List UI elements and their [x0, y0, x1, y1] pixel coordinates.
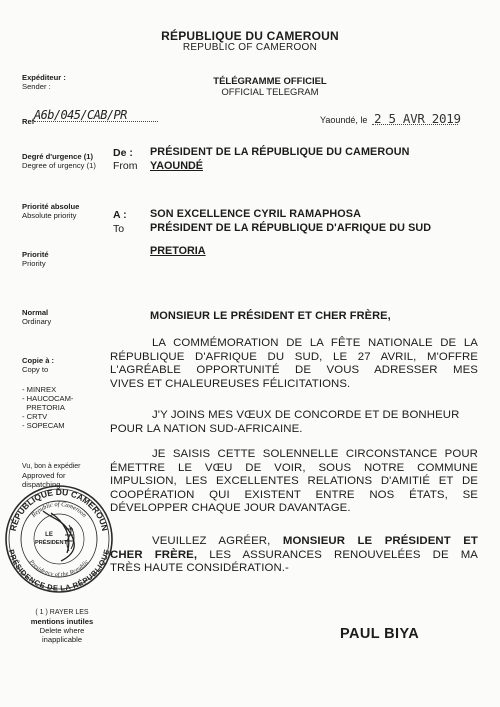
priority-en: Priority: [22, 259, 46, 268]
paragraph-4-line-3: TRÈS HAUTE CONSIDÉRATION.-: [110, 562, 289, 575]
paragraph-3-line: COOPÉRATION QUI EXISTENT ENTRE NOS ÉTATS, SE: [110, 488, 478, 501]
copy-to-label-fr: Copie à :: [22, 356, 55, 365]
paragraph-3-line: DÉVELOPPER CHAQUE JOUR DAVANTAGE.: [110, 502, 351, 515]
seal-inner-top-text: Republic of Cameroon: [30, 500, 88, 519]
copy-recipient: - HAUCOCAM-: [22, 394, 74, 403]
seal-ring-bottom-text: PRÉSIDENCE DE LA RÉPUBLIQUE: [6, 548, 112, 593]
reference-dotted-line: [34, 121, 158, 122]
paragraph-1-line: RÉPUBLIQUE D'AFRIQUE DU SUD, LE 27 AVRIL, M'OFFRE: [110, 350, 478, 363]
closing-phrase-2: LES ASSURANCES RENOUVELÉES DE MA: [209, 548, 479, 561]
approved-label-en-1: Approved for: [22, 471, 66, 480]
to-name: SON EXCELLENCE CYRIL RAMAPHOSA: [150, 208, 361, 220]
from-label-en: From: [113, 160, 138, 172]
reference-number: A6b/045/CAB/PR: [34, 108, 127, 122]
presidency-seal: [3, 483, 115, 595]
closing-address-2: CHER FRÈRE,: [110, 548, 198, 561]
paragraph-3-line: IMPULSION, LES EXCELLENTES RELATIONS D'AMITIÉ ET DE: [110, 475, 478, 488]
from-name: PRÉSIDENT DE LA RÉPUBLIQUE DU CAMEROUN: [150, 146, 410, 158]
to-title: PRÉSIDENT DE LA RÉPUBLIQUE D'AFRIQUE DU SUD: [150, 222, 432, 234]
footnote-2: mentions inutiles: [30, 617, 94, 626]
paragraph-1-line: LA COMMÉMORATION DE LA FÊTE NATIONALE DE LA: [152, 337, 478, 349]
seal-center-text-2: PRÉSIDENT: [34, 540, 68, 546]
paragraph-1-line: VIVES ET CHALEUREUSES FÉLICITATIONS.: [110, 377, 351, 390]
date-stamp: 2 5 AVR 2019: [374, 111, 461, 126]
paragraph-1-line: L'AGRÉABLE OPPORTUNITÉ DE VOUS ADRESSER MES: [110, 364, 478, 377]
paragraph-2-line: J'Y JOINS MES VŒUX DE CONCORDE ET DE BONHEUR: [152, 409, 460, 421]
absolute-priority-en: Absolute priority: [22, 211, 77, 220]
country-title-en: REPUBLIC OF CAMEROON: [182, 42, 318, 53]
date-place: Yaoundé, le: [320, 115, 368, 125]
urgency-label-en: Degree of urgency (1): [22, 161, 96, 170]
paragraph-4-line-1: [110, 535, 478, 549]
absolute-priority-fr: Priorité absolue: [22, 202, 80, 211]
urgency-label-fr: Degré d'urgence (1): [22, 152, 94, 161]
sender-label-fr: Expéditeur :: [22, 73, 66, 82]
copy-recipient: PRETORIA: [22, 403, 65, 412]
salutation: MONSIEUR LE PRÉSIDENT ET CHER FRÈRE,: [150, 310, 391, 322]
to-city: PRETORIA: [150, 245, 206, 257]
signature-name: PAUL BIYA: [340, 626, 420, 642]
copy-recipient: - SOPECAM: [22, 421, 65, 430]
approved-label-en-2: dispatching: [22, 480, 61, 489]
copy-recipient: - CRTV: [22, 412, 48, 421]
reference-label: Ref: [22, 117, 35, 126]
sender-label-en: Sender :: [22, 82, 51, 91]
copy-recipient: - MINREX: [22, 385, 57, 394]
paragraph-3-line: JE SAISIS CETTE SOLENNELLE CIRCONSTANCE POUR: [152, 448, 478, 460]
closing-address: MONSIEUR LE PRÉSIDENT ET: [282, 535, 478, 547]
paragraph-3-line: ÉMETTRE LE VŒU DE VOIR, SOUS NOTRE COMMUNE: [110, 461, 478, 474]
seal-inner-bottom-text: Presidency of the Republic: [28, 559, 91, 579]
paragraph-2-line: POUR LA NATION SUD-AFRICAINE.: [110, 422, 303, 435]
date-dotted-line: [372, 124, 458, 125]
paragraph-4-line-2: [110, 549, 478, 563]
paragraph-4: [110, 535, 478, 576]
footnote-1: ( 1 ) RAYER LES: [35, 609, 89, 616]
from-city: YAOUNDÉ: [150, 160, 203, 172]
telegram-title-fr: TÉLÉGRAMME OFFICIEL: [213, 76, 327, 87]
to-label-en: To: [113, 223, 125, 235]
to-label-fr: A :: [113, 209, 127, 221]
footnote-4: inapplicable: [41, 635, 83, 644]
paragraph-1: [110, 337, 478, 391]
priority-fr: Priorité: [22, 250, 49, 259]
telegram-title-en: OFFICIAL TELEGRAM: [221, 87, 319, 98]
copy-to-label-en: Copy to: [22, 365, 49, 374]
country-title-fr: RÉPUBLIQUE DU CAMEROUN: [161, 29, 339, 43]
closing-phrase: VEUILLEZ AGRÉER,: [152, 535, 271, 547]
normal-label-en: Ordinary: [22, 317, 52, 326]
seal-center-text-1: LE: [45, 532, 53, 538]
footnote-3: Delete where: [39, 626, 85, 635]
from-label-fr: De :: [113, 147, 133, 159]
seal-ring-top-text: RÉPUBLIQUE DU CAMEROUN: [7, 486, 111, 532]
normal-label-fr: Normal: [22, 308, 49, 317]
paragraph-3: [110, 448, 478, 516]
approved-label-fr: Vu, bon à expédier: [22, 463, 81, 470]
paragraph-2: [110, 409, 478, 436]
